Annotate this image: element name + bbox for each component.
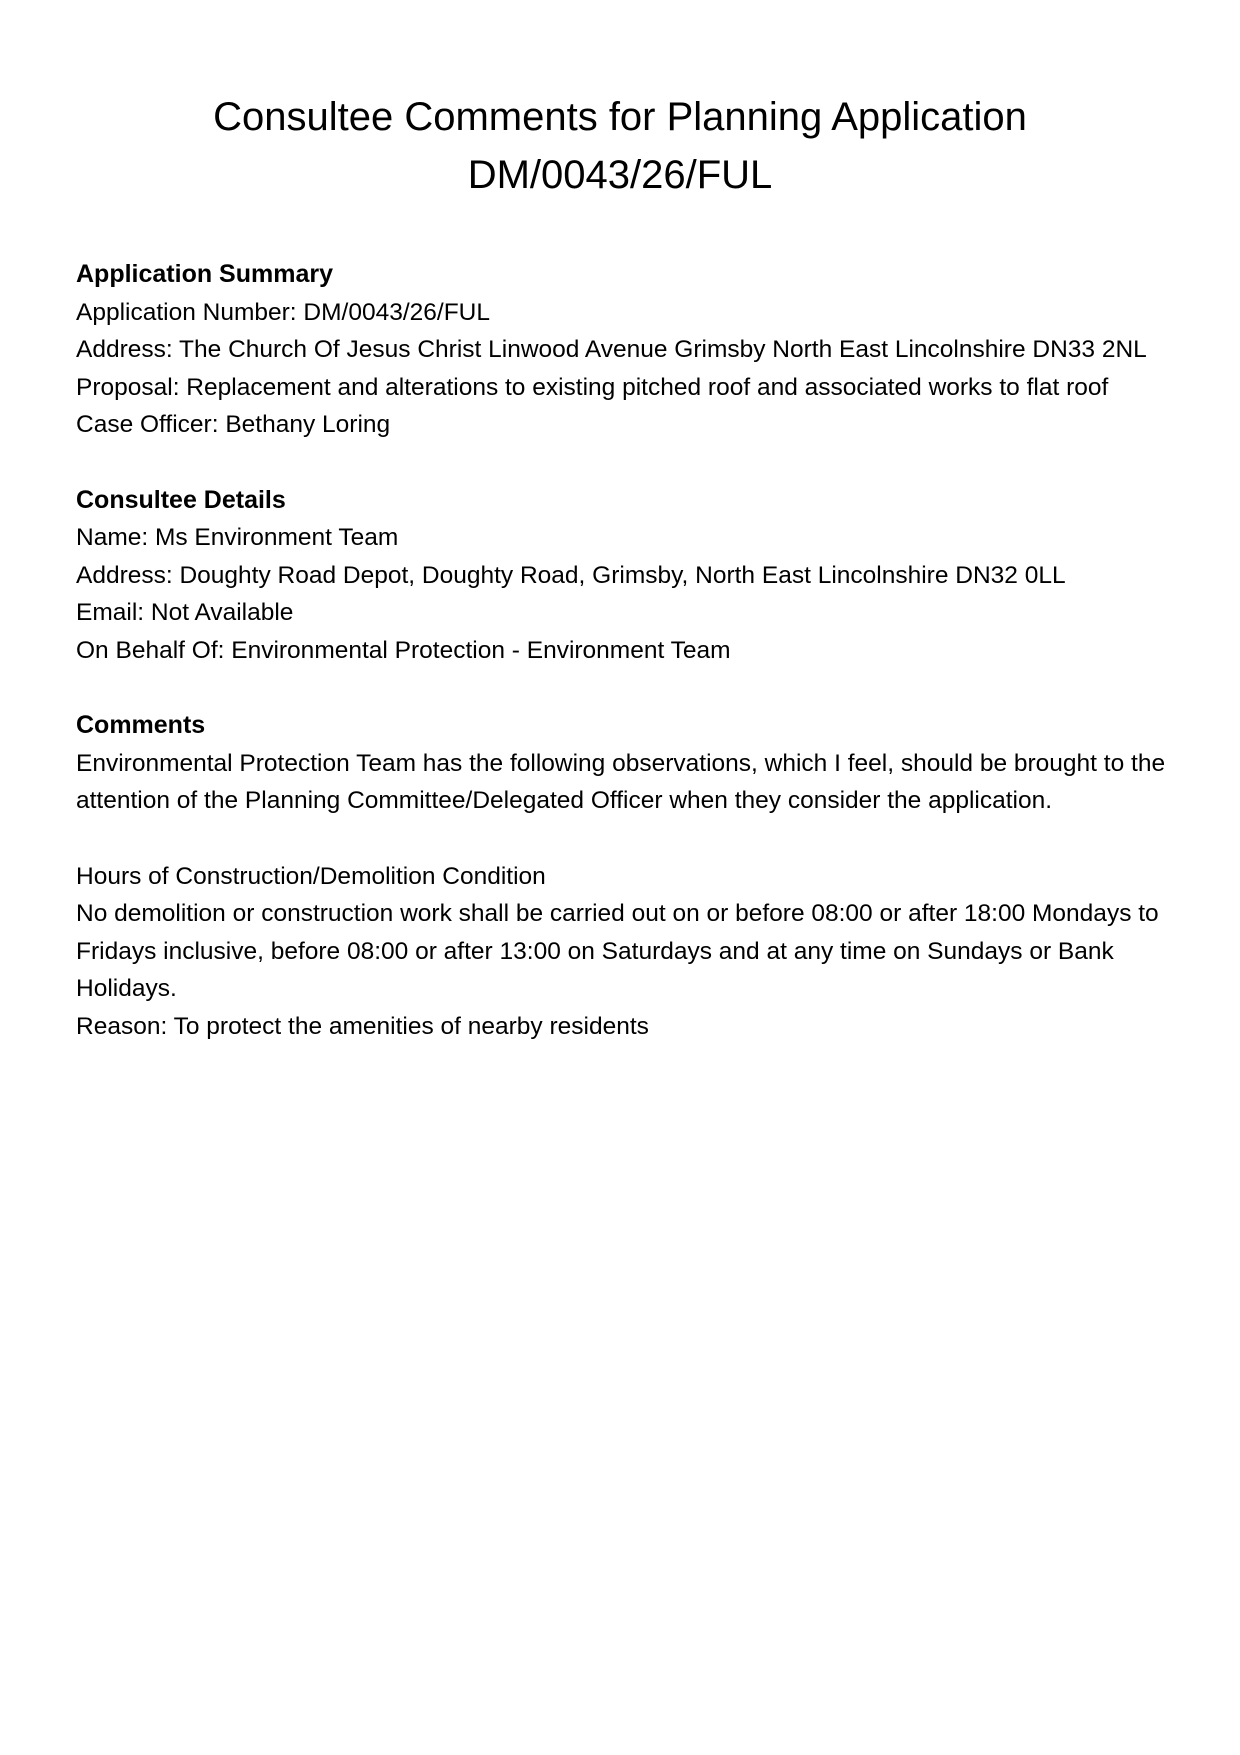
consultee-on-behalf-of: On Behalf Of: Environmental Protection - Environment Team — [76, 636, 731, 664]
document-body — [76, 256, 1176, 1083]
consultee-email: Email: Not Available — [76, 599, 294, 627]
title-line-1: Consultee Comments for Planning Application — [213, 95, 1027, 139]
comments-heading: Comments — [76, 711, 206, 740]
consultee-name: Name: Ms Environment Team — [76, 524, 399, 552]
application-address: Address: The Church Of Jesus Christ Linwood Avenue Grimsby North East Lincolnshire DN33 2NL — [76, 336, 1147, 364]
condition-title: Hours of Construction/Demolition Condition — [76, 862, 546, 890]
application-summary-section — [76, 256, 1176, 444]
condition-reason: Reason: To protect the amenities of nearby residents — [76, 1012, 649, 1040]
consultee-details-heading: Consultee Details — [76, 485, 286, 514]
condition-text: No demolition or construction work shall be carried out on or before 08:00 or after 18:00 Mondays to Fridays inclusive, before 08:00 or after 13:00 on Saturdays and at any time on Sundays or Bank Holidays. — [76, 900, 1159, 1003]
application-summary-heading: Application Summary — [76, 260, 333, 288]
document-title — [0, 88, 1240, 204]
paragraph-gap — [76, 820, 1176, 858]
consultee-details-section — [76, 482, 1176, 670]
comments-section — [76, 707, 1176, 1045]
title-line-2: DM/0043/26/FUL — [467, 153, 773, 197]
case-officer: Case Officer: Bethany Loring — [76, 411, 391, 439]
comments-intro: Environmental Protection Team has the following observations, which I feel, should be brought to the attention of the Planning Committee/Delegated Officer when they consider the application. — [76, 749, 1166, 815]
consultee-address: Address: Doughty Road Depot, Doughty Road, Grimsby, North East Lincolnshire DN32 0LL — [76, 561, 1066, 589]
application-number: Application Number: DM/0043/26/FUL — [76, 298, 490, 326]
application-proposal: Proposal: Replacement and alterations to existing pitched roof and associated works to flat roof — [76, 373, 1109, 401]
